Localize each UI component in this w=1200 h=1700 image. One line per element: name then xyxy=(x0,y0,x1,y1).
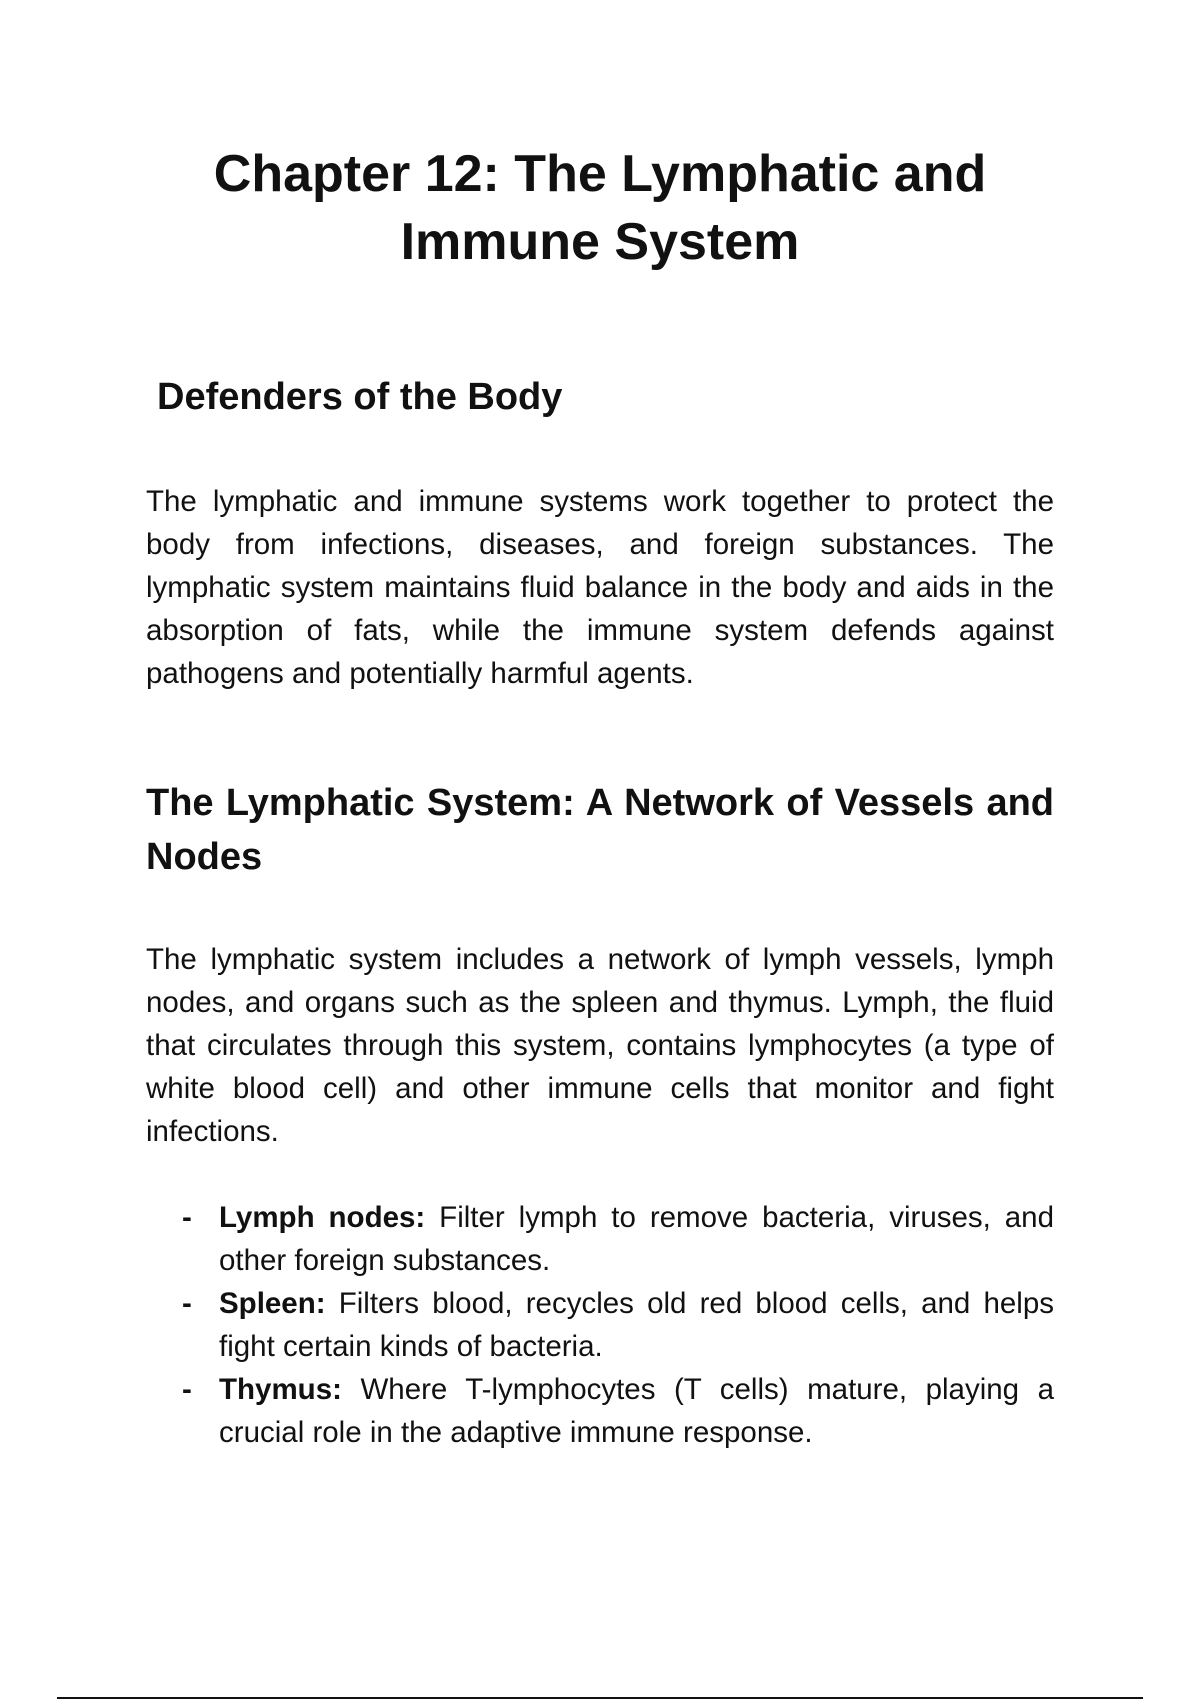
list-description: Filters blood, recycles old red blood cells, and helps fight certain kinds of bacteria. xyxy=(219,1287,1055,1363)
list-item-spleen xyxy=(146,1282,1054,1368)
bullet-dash: - xyxy=(182,1287,192,1320)
footer-divider xyxy=(57,1697,1143,1699)
list-item-thymus xyxy=(146,1368,1054,1454)
section-heading-lymphatic-system: The Lymphatic System: A Network of Vessels and Nodes xyxy=(146,782,1054,878)
paragraph-lymphatic-system: The lymphatic system includes a network of lymph vessels, lymph nodes, and organs such as the spleen and thymus. Lymph, the fluid that circulates through this system, contains lymphocytes (a type of white blood cell) and other immune cells that monitor and fight infections. xyxy=(146,943,1054,1148)
list-item-lymph-nodes xyxy=(146,1196,1054,1282)
paragraph-defenders: The lymphatic and immune systems work together to protect the body from infections, diseases, and foreign substances. The lymphatic system maintains fluid balance in the body and aids in the absorption of fats, while the immune system defends against pathogens and potentially harmful agents. xyxy=(146,485,1054,690)
section-heading-defenders: Defenders of the Body xyxy=(157,376,563,418)
list-term: Lymph nodes: xyxy=(219,1201,426,1234)
organ-list xyxy=(146,1196,1054,1454)
list-description: Where T-lymphocytes (T cells) mature, playing a crucial role in the adaptive immune response. xyxy=(219,1373,1054,1449)
list-term: Spleen: xyxy=(219,1287,326,1320)
chapter-title: Chapter 12: The Lymphatic and Immune System xyxy=(213,145,987,271)
list-description: Filter lymph to remove bacteria, viruses, and other foreign substances. xyxy=(219,1201,1054,1277)
bullet-dash: - xyxy=(182,1373,192,1406)
bullet-dash: - xyxy=(182,1201,192,1234)
list-term: Thymus: xyxy=(219,1373,342,1406)
